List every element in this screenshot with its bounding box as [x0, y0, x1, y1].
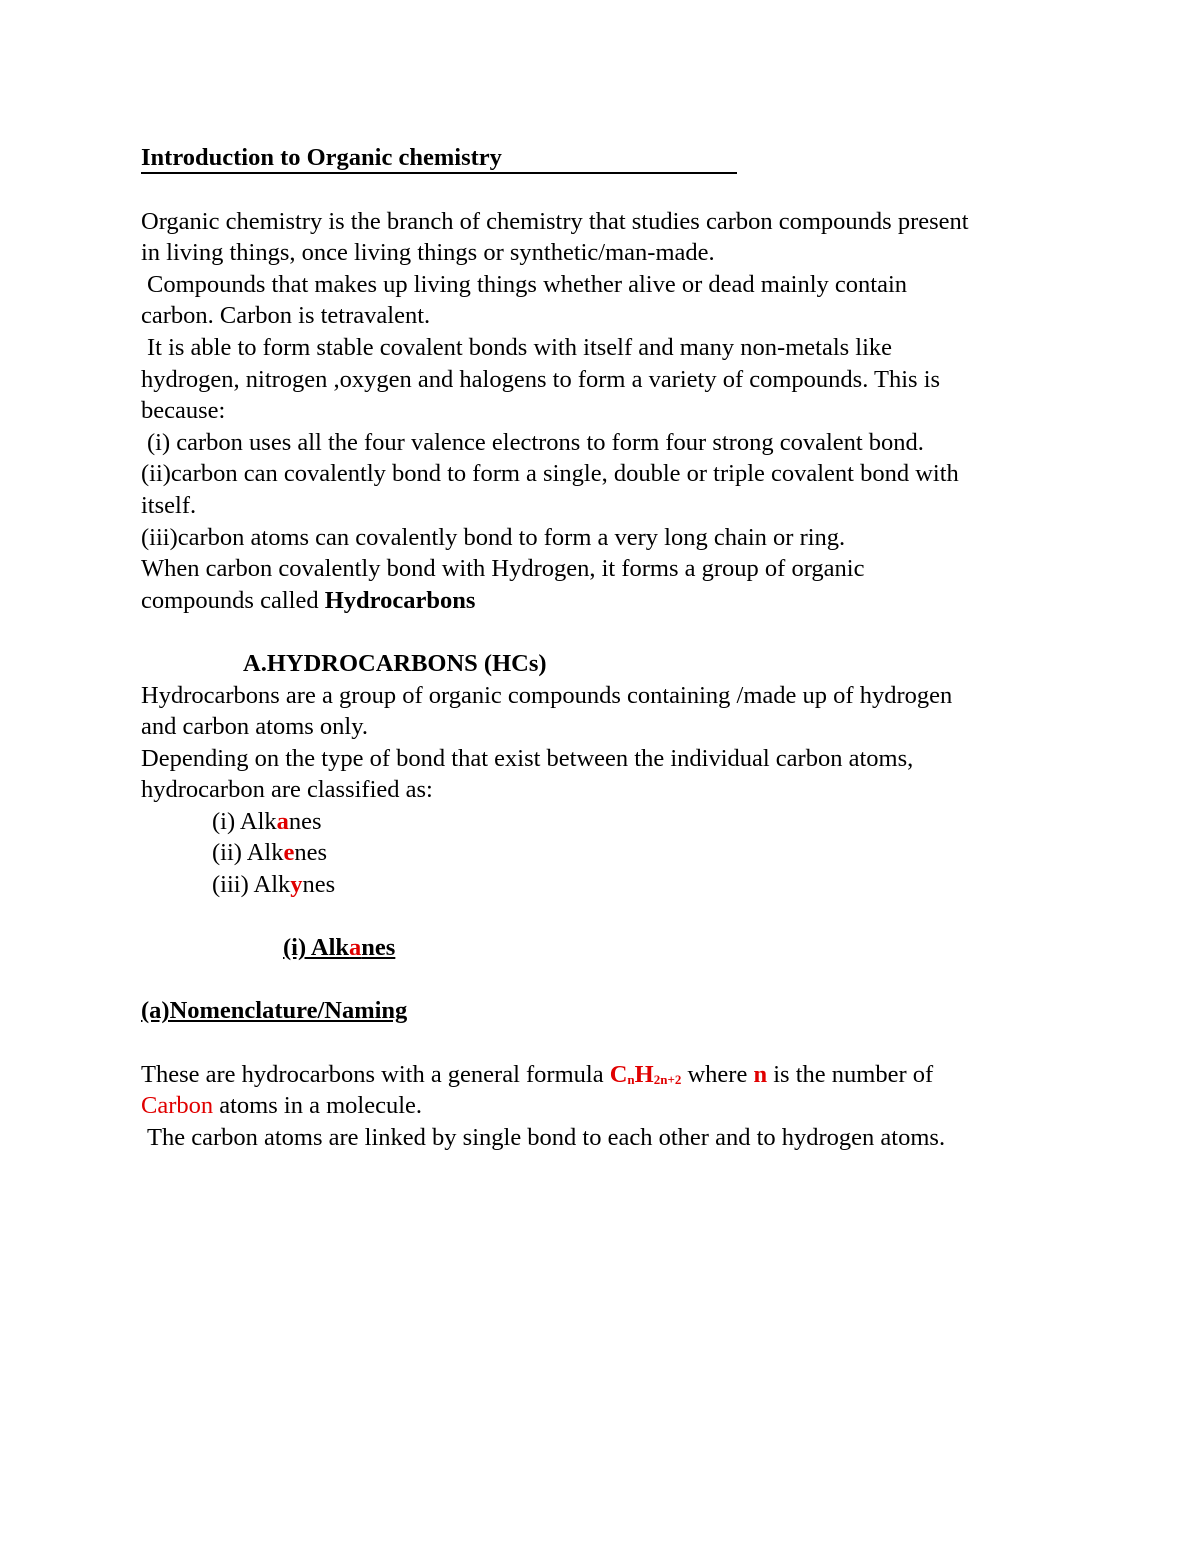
section-a-def-b: and carbon atoms only.	[141, 713, 369, 741]
section-a-class-b: hydrocarbon are classified as:	[141, 776, 433, 804]
title-line	[141, 142, 1081, 174]
reason-2b: itself.	[141, 491, 197, 519]
carbon-line: Carbon atoms in a molecule.	[141, 1092, 422, 1120]
intro-line-4a: When carbon covalently bond with Hydrogen, it forms a group of organic	[141, 555, 865, 583]
intro-line-4b: compounds called Hydrocarbons	[141, 586, 476, 614]
intro-line-1b: in living things, once living things or synthetic/man-made.	[141, 239, 715, 267]
list-item: (i) Alkanes	[212, 807, 322, 835]
intro-line-3c: because:	[141, 397, 226, 425]
bond-line: The carbon atoms are linked by single bond to each other and to hydrogen atoms.	[147, 1123, 946, 1151]
alkanes-heading: (i) Alkanes	[283, 934, 396, 962]
intro-line-3a: It is able to form stable covalent bonds with itself and many non-metals like	[147, 333, 893, 361]
document-body	[141, 142, 1081, 1153]
reason-1: (i) carbon uses all the four valence electrons to form four strong covalent bond.	[147, 428, 924, 456]
reason-3: (iii)carbon atoms can covalently bond to form a very long chain or ring.	[141, 523, 846, 551]
intro-line-1a: Organic chemistry is the branch of chemistry that studies carbon compounds present	[141, 207, 969, 235]
intro-line-2a: Compounds that makes up living things whether alive or dead mainly contain	[147, 270, 908, 298]
intro-line-3b: hydrogen, nitrogen ,oxygen and halogens to form a variety of compounds. This is	[141, 365, 941, 393]
n-variable: n	[753, 1060, 768, 1088]
section-a-def-a: Hydrocarbons are a group of organic compounds containing /made up of hydrogen	[141, 681, 953, 709]
formula-line: These are hydrocarbons with a general formula $C_nH_{2n+2}$ where n is the number of	[141, 1060, 934, 1088]
general-formula: $C_nH_{2n+2}$	[609, 1060, 682, 1088]
intro-line-2b: carbon. Carbon is tetravalent.	[141, 302, 431, 330]
carbon-term: Carbon	[141, 1092, 214, 1120]
list-item: (ii) Alkenes	[212, 839, 328, 867]
hydrocarbons-term: Hydrocarbons	[324, 586, 476, 614]
nomenclature-heading: (a)Nomenclature/Naming	[141, 997, 408, 1025]
list-item: (iii) Alkynes	[212, 871, 336, 899]
section-a-heading: A.HYDROCARBONS (HCs)	[243, 649, 547, 677]
reason-2a: (ii)carbon can covalently bond to form a single, double or triple covalent bond with	[141, 460, 959, 488]
section-a-class-a: Depending on the type of bond that exist between the individual carbon atoms,	[141, 744, 914, 772]
page-title: Introduction to Organic chemistry	[141, 144, 502, 171]
